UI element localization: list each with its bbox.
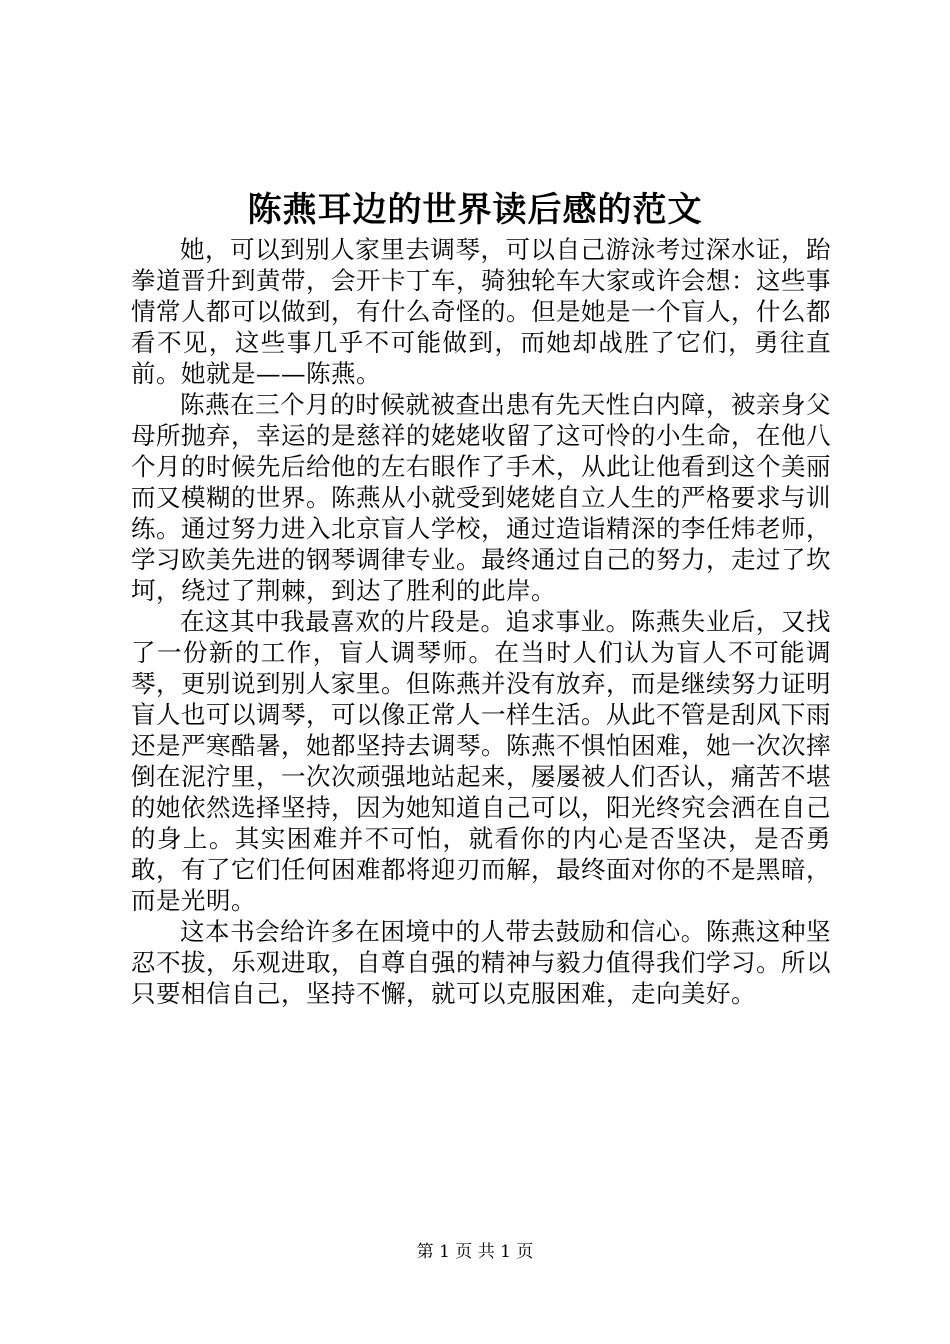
paragraph-4: 这本书会给许多在困境中的人带去鼓励和信心。陈燕这种坚忍不拔，乐观进取，自尊自强的精神与毅力值得我们学习。所以只要相信自己，坚持不懈，就可以克服困难，走向美好。 — [131, 917, 831, 1008]
document-body — [131, 234, 831, 1009]
paragraph-3: 在这其中我最喜欢的片段是。追求事业。陈燕失业后，又找了一份新的工作，盲人调琴师。在当时人们认为盲人不可能调琴，更别说到别人家里。但陈燕并没有放弃，而是继续努力证明盲人也可以调琴，可以像正常人一样生活。从此不管是刮风下雨还是严寒酷暑，她都坚持去调琴。陈燕不惧怕困难，她一次次摔倒在泥泞里，一次次顽强地站起来，屡屡被人们否认，痛苦不堪的她依然选择坚持，因为她知道自己可以，阳光终究会洒在自己的身上。其实困难并不可怕，就看你的内心是否坚决，是否勇敢，有了它们任何困难都将迎刃而解，最终面对你的不是黑暗，而是光明。 — [131, 607, 831, 915]
document-title: 陈燕耳边的世界读后感的范文 — [247, 190, 703, 230]
paragraph-1: 她，可以到别人家里去调琴，可以自己游泳考过深水证，跆拳道晋升到黄带，会开卡丁车，骑独轮车大家或许会想：这些事情常人都可以做到，有什么奇怪的。但是她是一个盲人，什么都看不见，这些事几乎不可能做到，而她却战胜了它们，勇往直前。她就是——陈燕。 — [131, 235, 831, 388]
paragraph-2: 陈燕在三个月的时候就被查出患有先天性白内障，被亲身父母所抛弃，幸运的是慈祥的姥姥收留了这可怜的小生命，在他八个月的时候先后给他的左右眼作了手术，从此让他看到这个美丽而又模糊的世界。陈燕从小就受到姥姥自立人生的严格要求与训练。通过努力进入北京盲人学校，通过造诣精深的李任炜老师，学习欧美先进的钢琴调律专业。最终通过自己的努力，走过了坎坷，绕过了荆棘，到达了胜利的此岸。 — [131, 390, 831, 605]
page-footer: 第 1 页 共 1 页 — [416, 1242, 534, 1262]
